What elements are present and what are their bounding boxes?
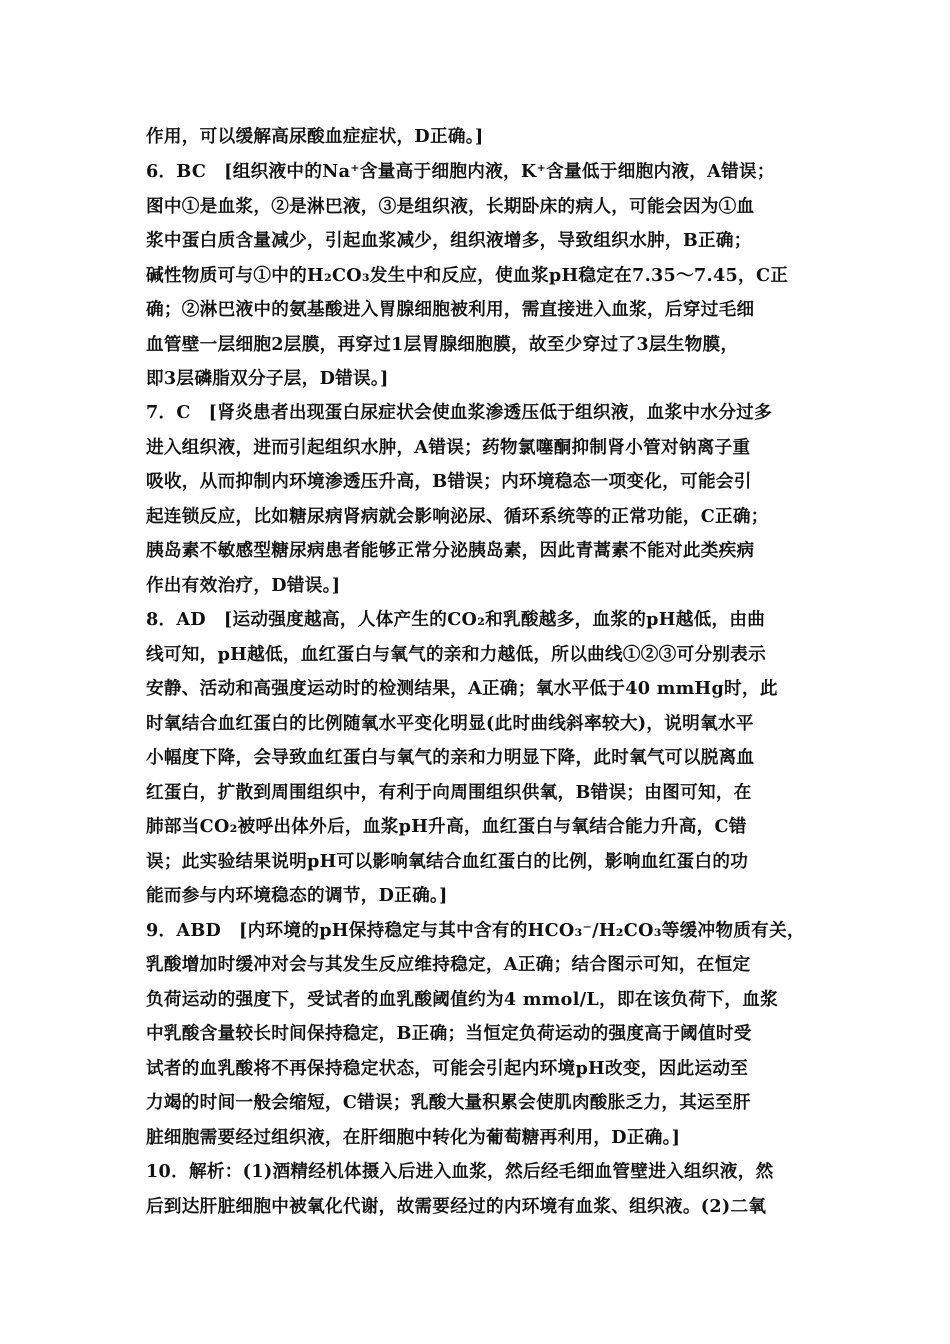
text-line: 6．BC [组织液中的Na⁺含量高于细胞内液，K⁺含量低于细胞内液，A错误； [146, 161, 775, 182]
text-line: 进入组织液，进而引起组织水肿，A错误；药物氯噻酮抑制肾小管对钠离子重 [146, 437, 751, 458]
text-line: 图中①是血浆，②是淋巴液，③是组织液，长期卧床的病人，可能会因为①血 [146, 196, 755, 217]
text-line: 误；此实验结果说明pH可以影响氧结合血红蛋白的比例，影响血红蛋白的功 [146, 851, 749, 872]
text-line: 小幅度下降，会导致血红蛋白与氧气的亲和力明显下降，此时氧气可以脱离血 [146, 747, 755, 768]
text-line: 中乳酸含量较长时间保持稳定，B正确；当恒定负荷运动的强度高于阈值时受 [146, 1023, 752, 1044]
text-line: 确；②淋巴液中的氨基酸进入胃腺细胞被利用，需直接进入血浆，后穿过毛细 [146, 299, 755, 320]
text-line: 负荷运动的强度下，受试者的血乳酸阈值约为4 mmol/L，即在该负荷下，血浆 [146, 989, 779, 1010]
text-line: 即3层磷脂双分子层，D错误。] [146, 368, 389, 389]
text-line: 后到达肝脏细胞中被氧化代谢，故需要经过的内环境有血浆、组织液。(2)二氧 [146, 1196, 767, 1217]
text-line: 起连锁反应，比如糖尿病肾病就会影响泌尿、循环系统等的正常功能，C正确； [146, 506, 769, 527]
text-line: 吸收，从而抑制内环境渗透压升高，B错误；内环境稳态一项变化，可能会引 [146, 471, 752, 492]
text-line: 血管壁一层细胞2层膜，再穿过1层胃腺细胞膜，故至少穿过了3层生物膜， [146, 334, 739, 355]
text-line: 10．解析：(1)酒精经机体摄入后进入血浆，然后经毛细血管壁进入组织液，然 [146, 1161, 774, 1182]
text-line: 8．AD [运动强度越高，人体产生的CO₂和乳酸越多，血浆的pH越低，由曲 [146, 609, 766, 630]
text-line: 胰岛素不敏感型糖尿病患者能够正常分泌胰岛素，因此青蒿素不能对此类疾病 [146, 540, 755, 561]
text-line: 试者的血乳酸将不再保持稳定状态，可能会引起内环境pH改变，因此运动至 [146, 1058, 749, 1079]
text-line: 浆中蛋白质含量减少，引起血浆减少，组织液增多，导致组织水肿，B正确； [146, 230, 752, 251]
text-line: 安静、活动和高强度运动时的检测结果，A正确；氧水平低于40 mmHg时，此 [146, 678, 778, 699]
text-line: 脏细胞需要经过组织液，在肝细胞中转化为葡萄糖再利用，D正确。] [146, 1127, 681, 1148]
text-line: 能而参与内环境稳态的调节，D正确。] [146, 885, 448, 906]
text-line: 7．C [肾炎患者出现蛋白尿症状会使血浆渗透压低于组织液，血浆中水分过多 [146, 402, 772, 423]
text-line: 线可知，pH越低，血红蛋白与氧气的亲和力越低，所以曲线①②③可分别表示 [146, 644, 767, 665]
text-line: 作出有效治疗，D错误。] [146, 575, 341, 596]
text-line: 时氧结合血红蛋白的比例随氧水平变化明显(此时曲线斜率较大)，说明氧水平 [146, 713, 754, 734]
text-line: 乳酸增加时缓冲对会与其发生反应维持稳定，A正确；结合图示可知，在恒定 [146, 954, 751, 975]
text-line: 肺部当CO₂被呼出体外后，血浆pH升高，血红蛋白与氧结合能力升高，C错 [146, 816, 747, 837]
text-line: 力竭的时间一般会缩短，C错误；乳酸大量积累会使肌肉酸胀乏力，其运至肝 [146, 1092, 751, 1113]
text-line: 碱性物质可与①中的H₂CO₃发生中和反应，使血浆pH稳定在7.35～7.45，C正 [146, 265, 789, 286]
text-line: 9．ABD [内环境的pH保持稳定与其中含有的HCO₃⁻/H₂CO₃等缓冲物质有关， [146, 920, 805, 941]
text-line: 作用，可以缓解高尿酸血症症状，D正确。] [146, 126, 484, 147]
text-line: 红蛋白，扩散到周围组织中，有利于向周围组织供氧，B错误；由图可知，在 [146, 782, 752, 803]
